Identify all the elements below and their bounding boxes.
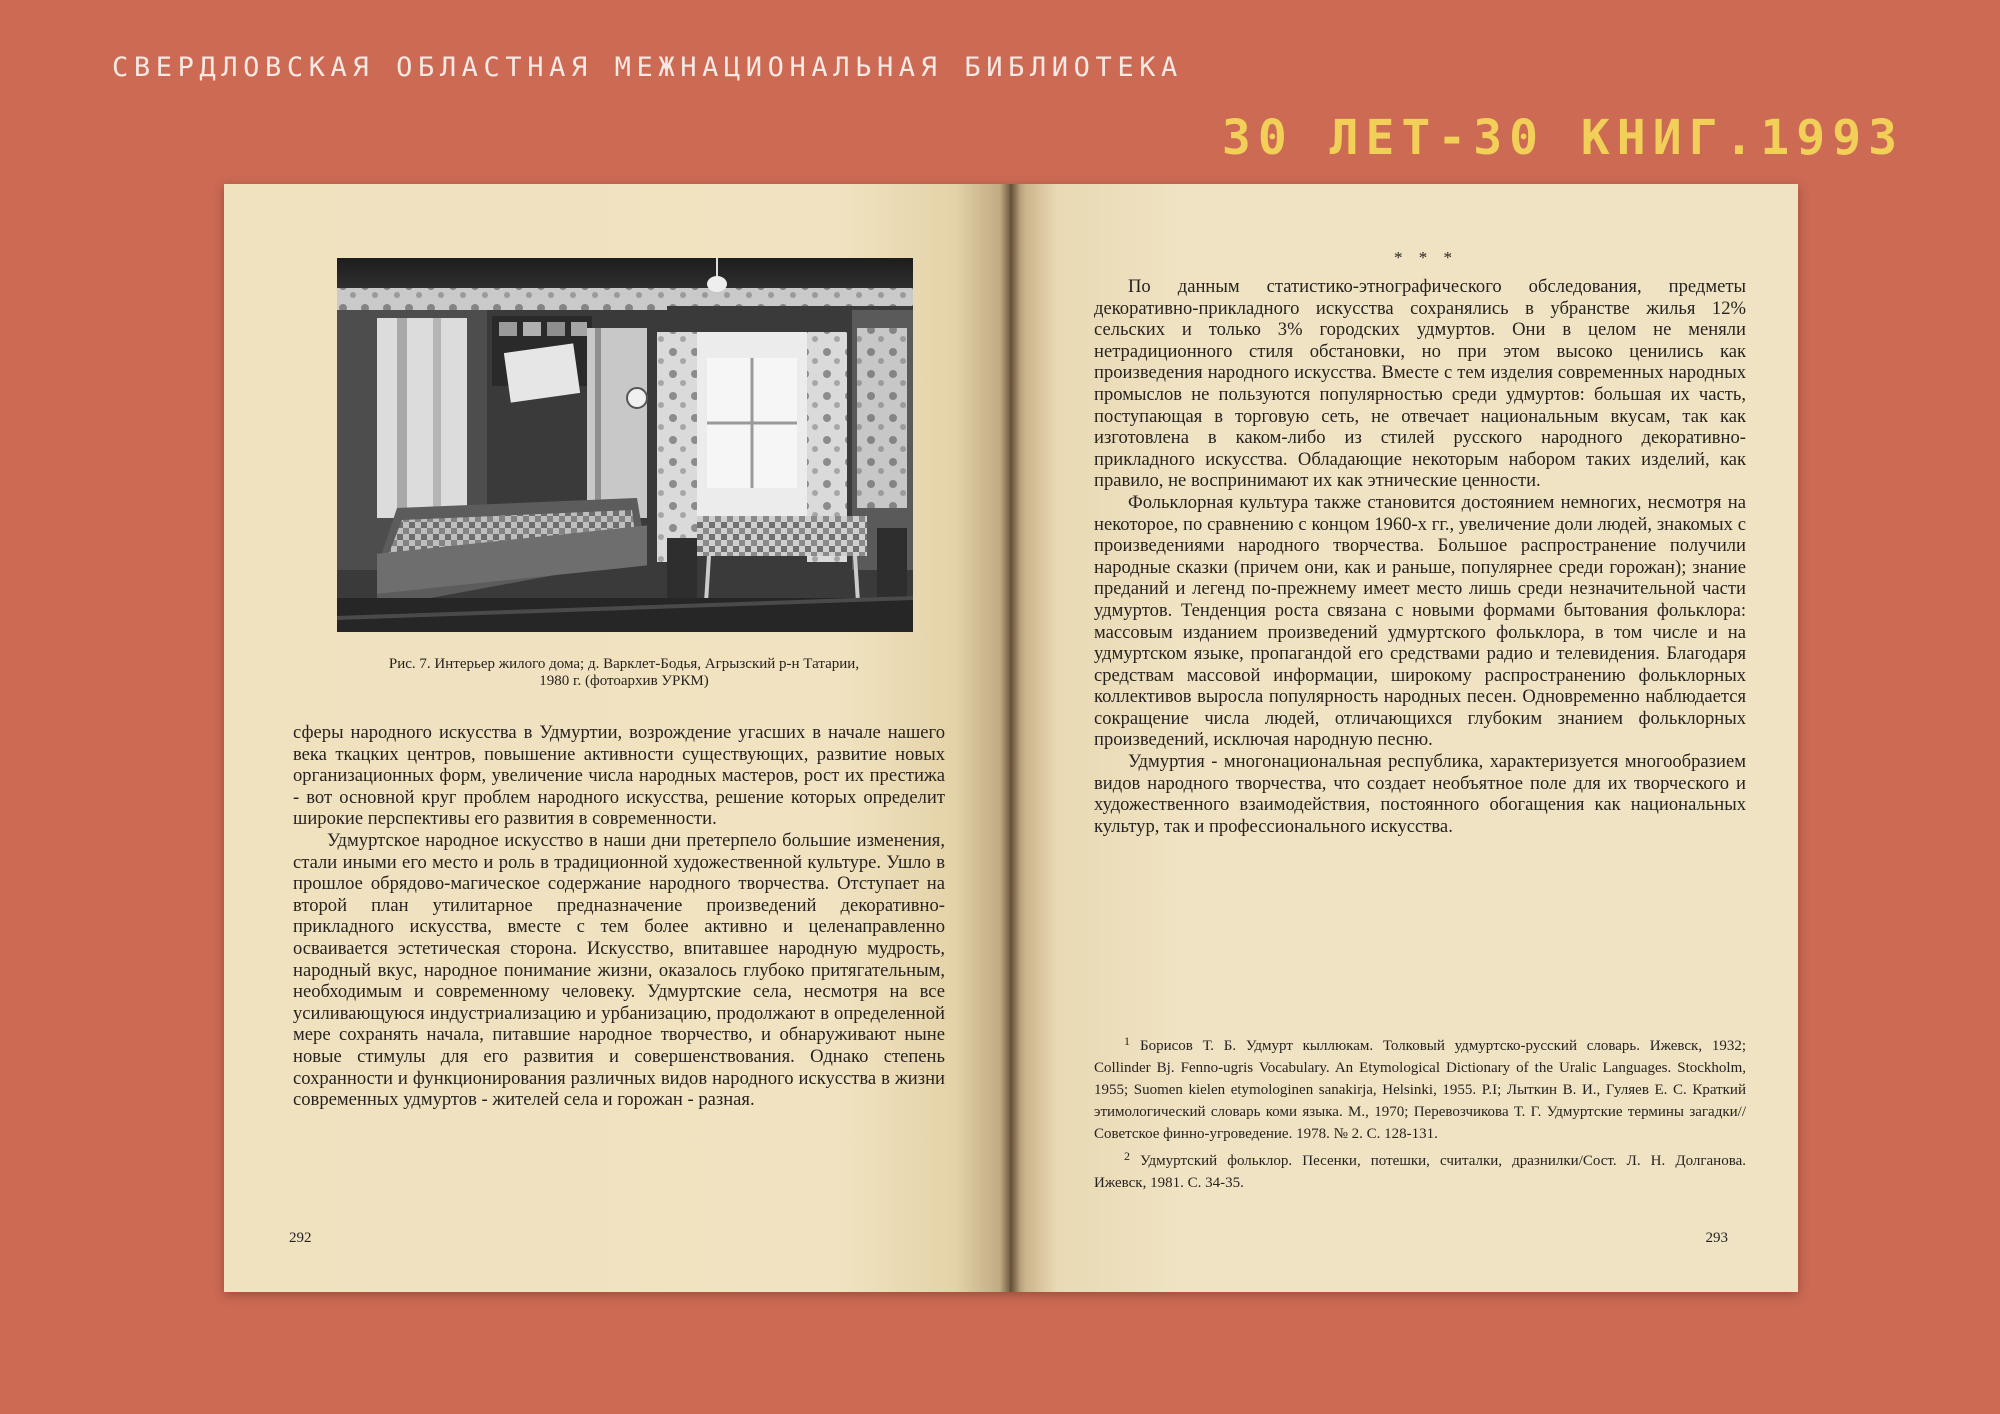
paragraph: Удмуртское народное искусство в наши дни претерпело большие изменения, стали иными его место и роль в традиционной художественной культуре. Ушло в прошлое обрядово-магическое содержание народного творчества. Отступает на второй план утилитарное предназначение произведений декоративно-прикладного искусства, вместе с тем более активно и целенаправленно осваивается эстетическая сторона. Искусство, впитавшее народную мудрость, народный вкус, народное понимание жизни, оказалось глубоко притягательным, необходимым и современному человеку. Удмуртские села, несмотря на все усиливающуюся индустриализацию и урбанизацию, продолжают в определенной мере сохранять начала, питавшие народное творчество, и обнаруживают ныне новые стимулы для его развития и совершенствования. Однако степень сохранности и функционирования различных видов народного искусства в жизни современных удмуртов - жителей села и горожан - разная. <box>293 829 945 1111</box>
series-title: 30 ЛЕТ-30 КНИГ.1993 <box>1221 110 1904 166</box>
footnote-text: Удмуртский фольклор. Песенки, потешки, считалки, дразнилки/Сост. Л. Н. Долганова. Ижевск, 1981. С. 34-35. <box>1094 1153 1746 1191</box>
paragraph: сферы народного искусства в Удмуртии, возрождение угасших в начале нашего века ткацких центров, повышение активности существующих, развитие новых организационных форм, увеличение числа народных мастеров, рост их престижа - вот основной круг проблем народного искусства, решение которых определит широкие перспективы его развития в современности. <box>293 722 945 830</box>
paragraph: Фольклорная культура также становится достоянием немногих, несмотря на некоторое, по сравнению с концом 1960-х гг., увеличение доли людей, знакомых с произведениями народного творчества. Большое распространение получили народные сказки (причем они, как и раньше, популярнее среди горожан); знание преданий и легенд по-прежнему имеет место лишь среди незначительной части удмуртов. Тенденция роста связана с новыми формами бытования фольклора: массовым изданием произведений удмуртского фольклора, в том числе и на удмуртском языке, пропагандой его средствами радио и телевидения. Благодаря средствам массовой информации, широкому распространению фольклорных коллективов выросла популярность народных песен. Одновременно наблюдается сокращение числа людей, отличающихся глубоким знанием фольклорных произведений, исключая народную песню. <box>1094 491 1746 751</box>
right-page <box>1010 184 1798 1292</box>
caption-line-2: 1980 г. (фотоархив УРКМ) <box>539 673 709 689</box>
open-book <box>224 184 1798 1292</box>
book-spine <box>1000 184 1020 1292</box>
footnote-text: Борисов Т. Б. Удмурт кыллюкам. Толковый удмуртско-русский словарь. Ижевск, 1932; Collinder Bj. Fenno-ugris Vocabulary. An Etymological Dictionary of the Uralic Languages. Stockholm, 1955; Suomen kielen etymologinen sanakirja, Helsinki, 1955. P.I; Лыткин В. И., Гуляев Е. С. Краткий этимологический словарь коми языка. М., 1970; Перевозчикова Т. Г. Удмуртские термины загадки//Советское финно-угроведение. 1978. № 2. С. 128-131. <box>1094 1038 1746 1142</box>
footnote <box>1094 1030 1746 1145</box>
left-page-text <box>293 722 945 1111</box>
right-page-text <box>1094 276 1746 837</box>
caption-line-1: Рис. 7. Интерьер жилого дома; д. Варклет-Бодья, Агрызский р-н Татарии, <box>388 656 860 672</box>
page-number: 293 <box>1705 1230 1728 1246</box>
paragraph: По данным статистико-этнографического обследования, предметы декоративно-прикладного искусства сохранялись в убранстве жилья 12% сельских и только 3% городских удмуртов. Они в целом не меняли нетрадиционного стиля обстановки, но при этом высоко ценились как произведения народного искусства. Вместе с тем изделия современных народных промыслов не пользуются популярностью среди удмуртов: большая их часть, поступающая в торговую сеть, не отвечает национальным вкусам, так как изготовлена в каком-либо из стилей русского народного декоративно-прикладного искусства. Обладающие некоторым набором таких изделий, как правило, не воспринимают их как этнические ценности. <box>1094 276 1746 492</box>
library-name: СВЕРДЛОВСКАЯ ОБЛАСТНАЯ МЕЖНАЦИОНАЛЬНАЯ БИБЛИОТЕКА <box>112 52 1183 83</box>
page-number: 292 <box>289 1230 312 1246</box>
footnote-number: 1 <box>1124 1034 1130 1048</box>
footnote-number: 2 <box>1124 1149 1130 1163</box>
photo-caption <box>304 656 944 690</box>
interior-photo-icon <box>337 258 913 632</box>
footnotes <box>1094 1030 1746 1194</box>
left-page <box>224 184 1010 1292</box>
footnote <box>1094 1145 1746 1194</box>
paragraph: Удмуртия - многонациональная республика, характеризуется многообразием видов народного творчества, что создает необъятное поле для их творческого и художественного взаимодействия, постоянного обогащения как национальных культур, так и профессионального искусства. <box>1094 751 1746 837</box>
section-divider: * * * <box>1394 248 1458 267</box>
